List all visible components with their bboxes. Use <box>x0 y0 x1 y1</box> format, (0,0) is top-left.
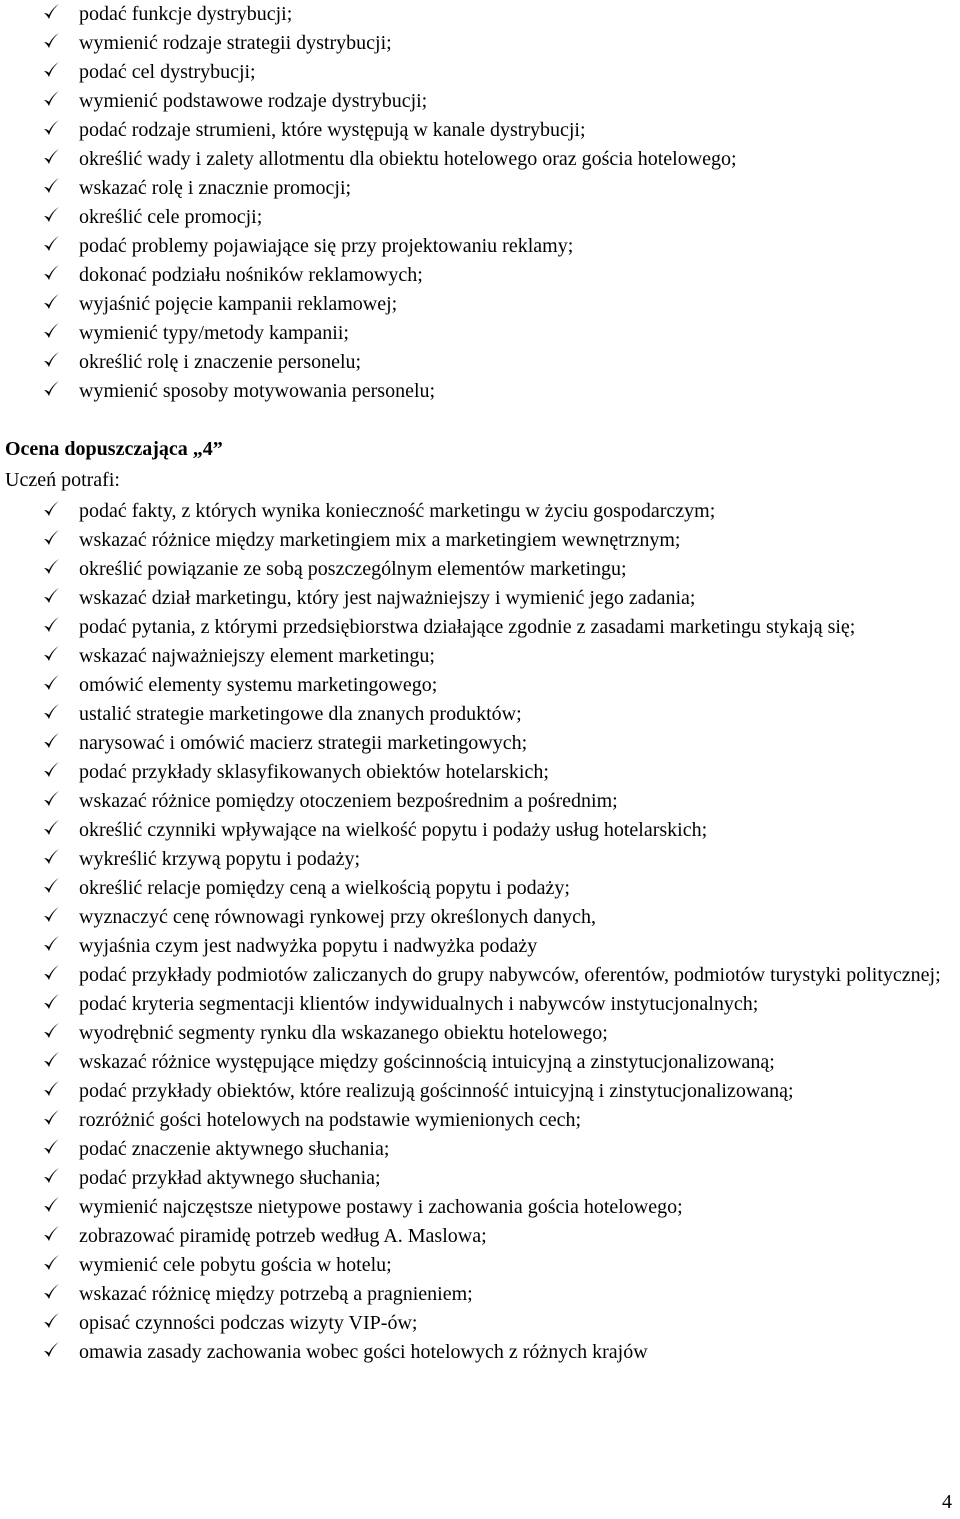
checklist-bottom <box>0 497 960 1367</box>
checklist-item <box>0 787 960 816</box>
checklist-item-text: określić czynniki wpływające na wielkość popytu i podaży usług hotelarskich; <box>79 819 708 841</box>
checklist-item <box>0 903 960 932</box>
checklist-item-text: określić powiązanie ze sobą poszczególnym elementów marketingu; <box>79 558 627 580</box>
check-mark-icon <box>42 674 60 692</box>
checklist-item <box>0 758 960 787</box>
check-mark-icon <box>42 1225 60 1243</box>
check-mark-icon <box>42 1167 60 1185</box>
checklist-item-text: wyznaczyć cenę równowagi rynkowej przy określonych danych, <box>79 906 597 928</box>
section-intro: Uczeń potrafi: <box>5 469 120 491</box>
checklist-item <box>0 174 960 203</box>
checklist-item-text: omówić elementy systemu marketingowego; <box>79 674 438 696</box>
checklist-item <box>0 1309 960 1338</box>
checklist-item-text: określić relacje pomiędzy ceną a wielkością popytu i podaży; <box>79 877 570 899</box>
check-mark-icon <box>42 3 60 21</box>
checklist-item-text: podać rodzaje strumieni, które występują w kanale dystrybucji; <box>79 119 586 141</box>
checklist-item <box>0 1251 960 1280</box>
check-mark-icon <box>42 1312 60 1330</box>
checklist-item-text: wskazać różnice pomiędzy otoczeniem bezpośrednim a pośrednim; <box>79 790 618 812</box>
check-mark-icon <box>42 732 60 750</box>
check-mark-icon <box>42 645 60 663</box>
checklist-item-text: podać przykład aktywnego słuchania; <box>79 1167 381 1189</box>
checklist-item <box>0 261 960 290</box>
checklist-item <box>0 990 960 1019</box>
checklist-item-text: wyjaśnia czym jest nadwyżka popytu i nadwyżka podaży <box>79 935 538 957</box>
check-mark-icon <box>42 616 60 634</box>
checklist-item <box>0 116 960 145</box>
checklist-item-text: rozróżnić gości hotelowych na podstawie wymienionych cech; <box>79 1109 582 1131</box>
checklist-item-text: podać fakty, z których wynika konieczność marketingu w życiu gospodarczym; <box>79 500 716 522</box>
check-mark-icon <box>42 703 60 721</box>
check-mark-icon <box>42 148 60 166</box>
checklist-item-text: wskazać różnicę między potrzebą a pragnieniem; <box>79 1283 473 1305</box>
check-mark-icon <box>42 1196 60 1214</box>
checklist-item-text: wymienić rodzaje strategii dystrybucji; <box>79 32 392 54</box>
checklist-item <box>0 642 960 671</box>
checklist-item-text: zobrazować piramidę potrzeb według A. Maslowa; <box>79 1225 487 1247</box>
check-mark-icon <box>42 32 60 50</box>
checklist-item <box>0 497 960 526</box>
check-mark-icon <box>42 1341 60 1359</box>
checklist-item <box>0 1106 960 1135</box>
check-mark-icon <box>42 1283 60 1301</box>
checklist-item-text: omawia zasady zachowania wobec gości hotelowych z różnych krajów <box>79 1341 648 1363</box>
check-mark-icon <box>42 587 60 605</box>
checklist-item-text: określić rolę i znaczenie personelu; <box>79 351 362 373</box>
checklist-item <box>0 1280 960 1309</box>
checklist-item-text: podać przykłady obiektów, które realizują gościnność intuicyjną i zinstytucjonalizowaną; <box>79 1080 794 1102</box>
check-mark-icon <box>42 558 60 576</box>
checklist-item <box>0 700 960 729</box>
checklist-item-text: wymienić typy/metody kampanii; <box>79 322 349 344</box>
check-mark-icon <box>42 848 60 866</box>
checklist-item-text: podać pytania, z którymi przedsiębiorstwa działające zgodnie z zasadami marketingu stykają się; <box>79 616 856 638</box>
checklist-item-text: podać funkcje dystrybucji; <box>79 3 293 25</box>
checklist-item-text: wskazać rolę i znacznie promocji; <box>79 177 352 199</box>
checklist-item-text: wyodrębnić segmenty rynku dla wskazanego obiektu hotelowego; <box>79 1022 608 1044</box>
checklist-item <box>0 1048 960 1077</box>
checklist-item <box>0 1019 960 1048</box>
check-mark-icon <box>42 790 60 808</box>
checklist-item <box>0 961 960 990</box>
check-mark-icon <box>42 964 60 982</box>
checklist-item <box>0 319 960 348</box>
checklist-item <box>0 377 960 406</box>
checklist-item-text: podać przykłady podmiotów zaliczanych do grupy nabywców, oferentów, podmiotów turystyki politycznej; <box>79 964 941 986</box>
checklist-item <box>0 203 960 232</box>
checklist-item <box>0 932 960 961</box>
check-mark-icon <box>42 1080 60 1098</box>
checklist-item-text: podać cel dystrybucji; <box>79 61 256 83</box>
checklist-item <box>0 1077 960 1106</box>
checklist-item-text: wymienić cele pobytu gościa w hotelu; <box>79 1254 392 1276</box>
check-mark-icon <box>42 1138 60 1156</box>
checklist-item-text: wymienić sposoby motywowania personelu; <box>79 380 436 402</box>
check-mark-icon <box>42 1022 60 1040</box>
checklist-item-text: podać problemy pojawiające się przy projektowaniu reklamy; <box>79 235 574 257</box>
checklist-item-text: wymienić najczęstsze nietypowe postawy i zachowania gościa hotelowego; <box>79 1196 683 1218</box>
checklist-item-text: wskazać najważniejszy element marketingu; <box>79 645 435 667</box>
checklist-item-text: wykreślić krzywą popytu i podaży; <box>79 848 361 870</box>
checklist-item-text: określić wady i zalety allotmentu dla obiektu hotelowego oraz gościa hotelowego; <box>79 148 737 170</box>
check-mark-icon <box>42 119 60 137</box>
checklist-item-text: wyjaśnić pojęcie kampanii reklamowej; <box>79 293 398 315</box>
check-mark-icon <box>42 90 60 108</box>
checklist-top <box>0 0 960 406</box>
checklist-item <box>0 87 960 116</box>
check-mark-icon <box>42 177 60 195</box>
check-mark-icon <box>42 877 60 895</box>
check-mark-icon <box>42 1109 60 1127</box>
checklist-item <box>0 874 960 903</box>
checklist-item-text: ustalić strategie marketingowe dla znanych produktów; <box>79 703 522 725</box>
page-number: 4 <box>942 1491 952 1513</box>
checklist-item-text: podać kryteria segmentacji klientów indywidualnych i nabywców instytucjonalnych; <box>79 993 759 1015</box>
checklist-item-text: wskazać różnice występujące między gościnnością intuicyjną a zinstytucjonalizowaną; <box>79 1051 775 1073</box>
checklist-item <box>0 671 960 700</box>
section-heading: Ocena dopuszczająca „4” <box>5 438 223 460</box>
check-mark-icon <box>42 264 60 282</box>
check-mark-icon <box>42 206 60 224</box>
checklist-item <box>0 584 960 613</box>
checklist-item <box>0 1222 960 1251</box>
checklist-item-text: podać znaczenie aktywnego słuchania; <box>79 1138 390 1160</box>
checklist-item <box>0 1193 960 1222</box>
check-mark-icon <box>42 61 60 79</box>
checklist-item-text: wskazać dział marketingu, który jest najważniejszy i wymienić jego zadania; <box>79 587 696 609</box>
check-mark-icon <box>42 1051 60 1069</box>
check-mark-icon <box>42 500 60 518</box>
checklist-item <box>0 290 960 319</box>
check-mark-icon <box>42 1254 60 1272</box>
checklist-item <box>0 1164 960 1193</box>
check-mark-icon <box>42 351 60 369</box>
check-mark-icon <box>42 293 60 311</box>
checklist-item-text: opisać czynności podczas wizyty VIP-ów; <box>79 1312 418 1334</box>
check-mark-icon <box>42 322 60 340</box>
check-mark-icon <box>42 819 60 837</box>
checklist-item-text: podać przykłady sklasyfikowanych obiektów hotelarskich; <box>79 761 549 783</box>
checklist-item <box>0 1135 960 1164</box>
checklist-item <box>0 29 960 58</box>
checklist-item-text: wskazać różnice między marketingiem mix a marketingiem wewnętrznym; <box>79 529 681 551</box>
checklist-item <box>0 526 960 555</box>
check-mark-icon <box>42 935 60 953</box>
checklist-item-text: narysować i omówić macierz strategii marketingowych; <box>79 732 528 754</box>
check-mark-icon <box>42 529 60 547</box>
checklist-item <box>0 555 960 584</box>
check-mark-icon <box>42 993 60 1011</box>
checklist-item-text: określić cele promocji; <box>79 206 263 228</box>
checklist-item <box>0 0 960 29</box>
checklist-item <box>0 729 960 758</box>
checklist-item <box>0 613 960 642</box>
checklist-item <box>0 845 960 874</box>
checklist-item <box>0 232 960 261</box>
checklist-item <box>0 816 960 845</box>
check-mark-icon <box>42 761 60 779</box>
checklist-item <box>0 58 960 87</box>
check-mark-icon <box>42 906 60 924</box>
checklist-item <box>0 145 960 174</box>
check-mark-icon <box>42 380 60 398</box>
checklist-item <box>0 1338 960 1367</box>
checklist-item-text: wymienić podstawowe rodzaje dystrybucji; <box>79 90 428 112</box>
check-mark-icon <box>42 235 60 253</box>
checklist-item <box>0 348 960 377</box>
checklist-item-text: dokonać podziału nośników reklamowych; <box>79 264 423 286</box>
